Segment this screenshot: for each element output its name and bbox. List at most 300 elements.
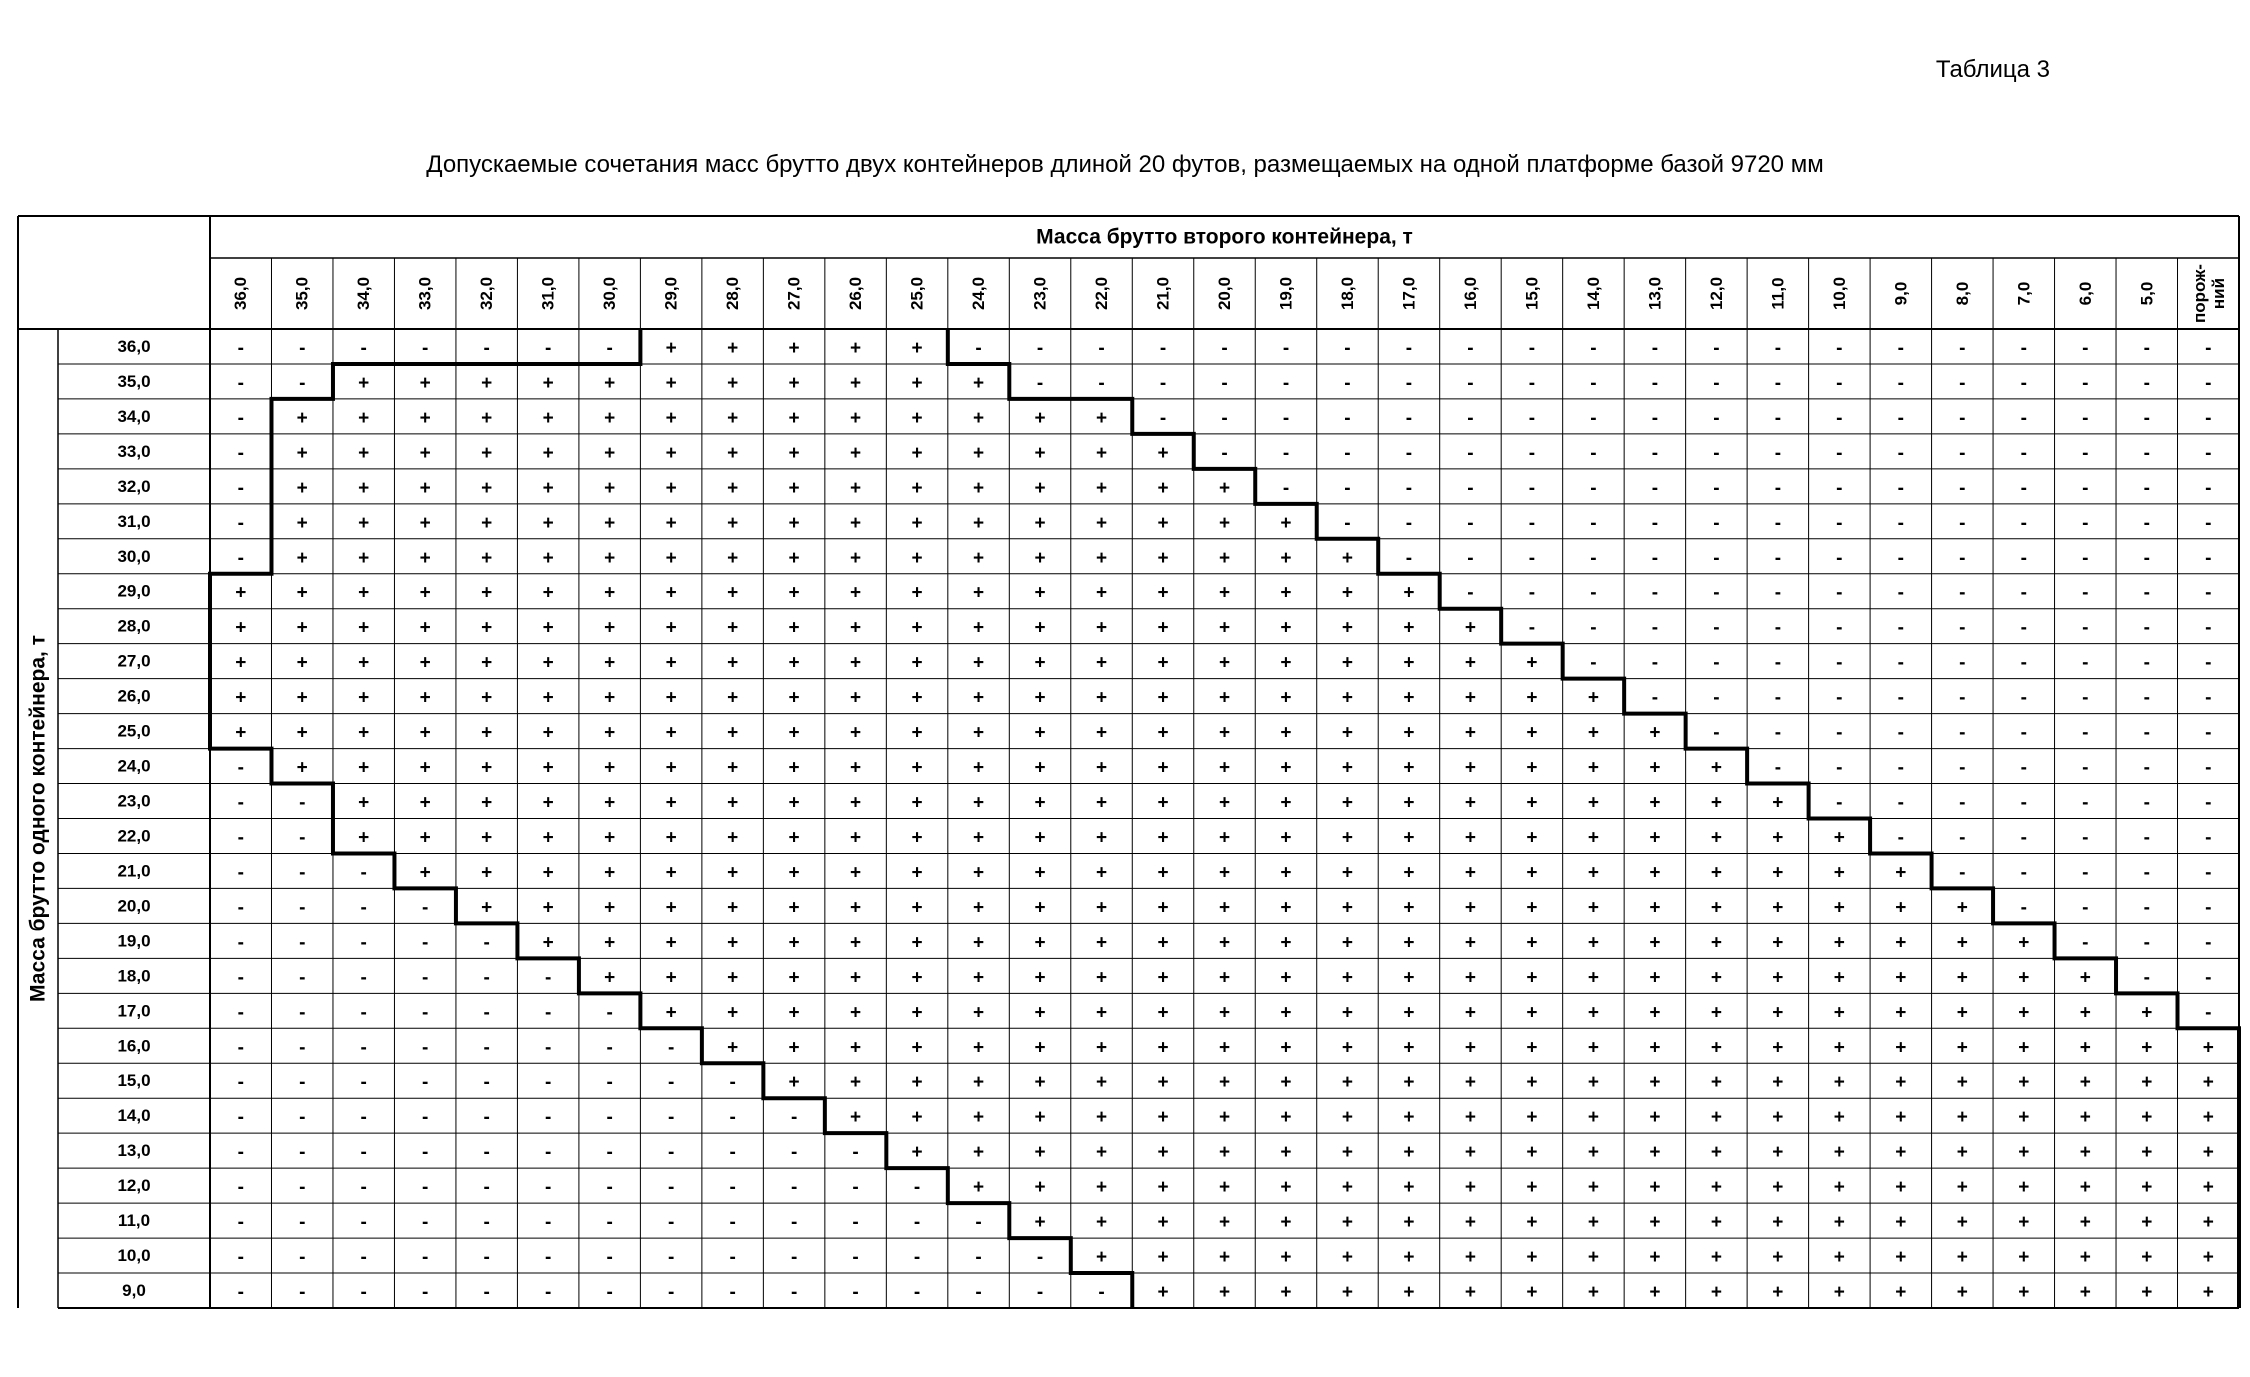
cell-allowed: + [481, 582, 493, 604]
cell-allowed: + [1772, 1107, 1784, 1129]
column-label: 20,0 [1215, 276, 1234, 311]
cell-forbidden: - [1528, 407, 1536, 429]
cell-allowed: + [911, 1107, 923, 1129]
cell-allowed: + [973, 862, 985, 884]
cell-allowed: + [1034, 477, 1046, 499]
cell-allowed: + [542, 792, 554, 814]
cell-allowed: + [973, 687, 985, 709]
cell-forbidden: - [667, 1037, 675, 1059]
column-label: 22,0 [1092, 276, 1112, 311]
cell-allowed: + [1710, 967, 1722, 989]
cell-allowed: + [1895, 967, 1907, 989]
cell-allowed: + [1403, 1282, 1415, 1304]
cell-forbidden: - [1959, 792, 1966, 814]
cell-forbidden: - [2020, 617, 2027, 639]
cell-forbidden: - [2205, 442, 2212, 464]
cell-forbidden: - [360, 1002, 367, 1024]
cell-forbidden: - [2082, 722, 2089, 744]
column-label: 15,0 [1522, 276, 1542, 311]
cell-allowed: + [1341, 1177, 1354, 1199]
cell-allowed: + [1218, 792, 1231, 814]
cell-allowed: + [1280, 827, 1292, 849]
cell-forbidden: - [2082, 407, 2089, 429]
cell-forbidden: - [1467, 547, 1474, 569]
cell-allowed: + [1464, 617, 1476, 639]
cell-forbidden: - [360, 1247, 367, 1269]
cell-allowed: + [1218, 1072, 1231, 1094]
column-label: 25,0 [907, 276, 927, 311]
cell-forbidden: - [2205, 477, 2212, 499]
cell-allowed: + [481, 372, 493, 394]
cell-allowed: + [1895, 1072, 1907, 1094]
cell-allowed: + [542, 757, 554, 779]
cell-allowed: + [973, 1072, 985, 1094]
cell-allowed: + [1526, 1142, 1538, 1164]
cell-forbidden: - [1713, 652, 1720, 674]
cell-allowed: + [1956, 1282, 1968, 1304]
cell-allowed: + [1526, 967, 1538, 989]
cell-allowed: + [1649, 1282, 1661, 1304]
cell-allowed: + [973, 1037, 985, 1059]
cell-allowed: + [1341, 1107, 1354, 1129]
column-label: 5,0 [2137, 281, 2157, 306]
cell-allowed: + [1526, 1177, 1538, 1199]
cell-allowed: + [542, 897, 554, 919]
row-label: 32,0 [117, 476, 151, 496]
cell-allowed: + [1280, 547, 1292, 569]
cell-forbidden: - [545, 1142, 552, 1164]
cell-allowed: + [850, 722, 862, 744]
cell-forbidden: - [1897, 722, 1904, 744]
row-label: 10,0 [117, 1246, 151, 1266]
column-label: 36,0 [231, 276, 251, 311]
cell-allowed: + [1649, 722, 1661, 744]
cell-allowed: + [727, 687, 739, 709]
cell-forbidden: - [545, 1002, 552, 1024]
cell-allowed: + [296, 512, 308, 534]
cell-allowed: + [1587, 1072, 1599, 1094]
cell-allowed: + [2141, 1072, 2153, 1094]
cell-forbidden: - [1467, 512, 1474, 534]
cell-allowed: + [1464, 1177, 1476, 1199]
cell-allowed: + [973, 932, 985, 954]
cell-allowed: + [1464, 1142, 1476, 1164]
row-label: 18,0 [117, 966, 151, 986]
cell-allowed: + [1772, 967, 1784, 989]
cell-allowed: + [1464, 862, 1476, 884]
cell-allowed: + [2079, 1072, 2091, 1094]
cell-allowed: + [665, 757, 677, 779]
cell-allowed: + [2018, 1282, 2030, 1304]
cell-allowed: + [1218, 687, 1231, 709]
cell-allowed: + [788, 687, 800, 709]
cell-forbidden: - [2205, 617, 2212, 639]
cell-allowed: + [1772, 827, 1784, 849]
cell-allowed: + [850, 652, 862, 674]
cell-allowed: + [1157, 722, 1169, 744]
cell-allowed: + [1341, 1247, 1354, 1269]
cell-allowed: + [665, 932, 677, 954]
cell-allowed: + [604, 967, 616, 989]
cell-forbidden: - [237, 1002, 244, 1024]
cell-allowed: + [1464, 722, 1476, 744]
cell-forbidden: - [360, 1177, 367, 1199]
cell-allowed: + [1034, 862, 1046, 884]
cell-allowed: + [1587, 1247, 1599, 1269]
cell-allowed: + [850, 1002, 862, 1024]
cell-forbidden: - [2143, 792, 2150, 814]
cell-allowed: + [850, 827, 862, 849]
cell-forbidden: - [729, 1177, 736, 1199]
cell-forbidden: - [1036, 337, 1044, 359]
cell-forbidden: - [1959, 652, 1966, 674]
cell-forbidden: - [1344, 477, 1351, 499]
cell-forbidden: - [667, 1247, 675, 1269]
cell-allowed: + [296, 547, 308, 569]
cell-allowed: + [665, 617, 677, 639]
cell-allowed: + [1034, 827, 1046, 849]
row-label: 21,0 [117, 861, 151, 881]
cell-allowed: + [1649, 1002, 1661, 1024]
cell-forbidden: - [483, 1282, 490, 1304]
cell-forbidden: - [1590, 442, 1597, 464]
cell-allowed: + [358, 407, 370, 429]
cell-forbidden: - [2020, 792, 2027, 814]
cell-forbidden: - [1651, 407, 1659, 429]
cell-forbidden: - [2082, 337, 2089, 359]
cell-allowed: + [1833, 1142, 1845, 1164]
cell-allowed: + [542, 932, 554, 954]
column-label: 28,0 [723, 276, 743, 311]
cell-forbidden: - [1774, 652, 1782, 674]
row-label: 29,0 [117, 581, 151, 601]
cell-allowed: + [542, 582, 554, 604]
cell-allowed: + [1218, 512, 1231, 534]
cell-allowed: + [1464, 897, 1476, 919]
cell-allowed: + [542, 372, 554, 394]
cell-allowed: + [1095, 792, 1108, 814]
cell-forbidden: - [2020, 337, 2027, 359]
cell-allowed: + [2018, 932, 2030, 954]
cell-allowed: + [911, 1037, 923, 1059]
cell-allowed: + [1833, 1282, 1845, 1304]
cell-forbidden: - [545, 1072, 552, 1094]
cell-allowed: + [1280, 1107, 1292, 1129]
cell-forbidden: - [2143, 477, 2150, 499]
cell-allowed: + [1157, 792, 1169, 814]
cell-allowed: + [1403, 1177, 1415, 1199]
cell-allowed: + [1403, 897, 1415, 919]
cell-allowed: + [1895, 1142, 1907, 1164]
cell-forbidden: - [237, 1142, 244, 1164]
cell-forbidden: - [1713, 477, 1720, 499]
cell-allowed: + [850, 442, 862, 464]
cell-forbidden: - [1467, 582, 1474, 604]
cell-allowed: + [1833, 1177, 1845, 1199]
cell-forbidden: - [422, 1282, 429, 1304]
cell-allowed: + [542, 652, 554, 674]
cell-forbidden: - [2082, 827, 2089, 849]
cell-forbidden: - [360, 1107, 367, 1129]
cell-allowed: + [419, 477, 431, 499]
cell-allowed: + [604, 687, 616, 709]
cell-forbidden: - [2082, 862, 2089, 884]
cell-forbidden: - [2082, 512, 2089, 534]
cell-allowed: + [481, 687, 493, 709]
cell-forbidden: - [1405, 442, 1413, 464]
cell-allowed: + [1157, 1072, 1169, 1094]
cell-allowed: + [358, 687, 370, 709]
cell-allowed: + [1218, 757, 1231, 779]
cell-allowed: + [1956, 967, 1968, 989]
column-label: ний [2208, 277, 2228, 310]
cell-forbidden: - [422, 1142, 429, 1164]
cell-forbidden: - [2020, 372, 2027, 394]
cell-allowed: + [850, 897, 862, 919]
cell-forbidden: - [1713, 617, 1720, 639]
cell-forbidden: - [606, 1002, 613, 1024]
row-label: 23,0 [117, 791, 151, 811]
cell-allowed: + [542, 512, 554, 534]
cell-forbidden: - [360, 337, 367, 359]
cell-allowed: + [1403, 827, 1415, 849]
cell-allowed: + [788, 477, 800, 499]
cell-forbidden: - [2143, 372, 2150, 394]
cell-forbidden: - [422, 1247, 429, 1269]
cell-forbidden: - [299, 372, 306, 394]
column-label: 29,0 [661, 276, 681, 311]
cell-allowed: + [1772, 1037, 1784, 1059]
cell-allowed: + [911, 757, 923, 779]
cell-allowed: + [665, 827, 677, 849]
cell-allowed: + [1464, 1037, 1476, 1059]
cell-allowed: + [1772, 792, 1784, 814]
cell-allowed: + [1464, 1072, 1476, 1094]
cell-allowed: + [1218, 477, 1231, 499]
cell-allowed: + [1895, 1002, 1907, 1024]
cell-forbidden: - [729, 1107, 736, 1129]
cell-allowed: + [911, 407, 923, 429]
cell-allowed: + [1464, 792, 1476, 814]
cell-allowed: + [604, 897, 616, 919]
cell-allowed: + [788, 582, 800, 604]
cell-forbidden: - [1836, 337, 1843, 359]
column-label: 33,0 [415, 276, 435, 311]
cell-allowed: + [1403, 582, 1415, 604]
cell-forbidden: - [1836, 792, 1843, 814]
cell-allowed: + [1587, 1002, 1599, 1024]
cell-forbidden: - [299, 1107, 306, 1129]
row-label: 17,0 [117, 1001, 151, 1021]
cell-allowed: + [1464, 1002, 1476, 1024]
cell-allowed: + [2018, 1107, 2030, 1129]
cell-allowed: + [1341, 897, 1354, 919]
cell-allowed: + [542, 862, 554, 884]
cell-allowed: + [1526, 897, 1538, 919]
cell-allowed: + [296, 582, 308, 604]
cell-forbidden: - [1528, 512, 1536, 534]
cell-allowed: + [1280, 512, 1292, 534]
cell-forbidden: - [1959, 687, 1966, 709]
cell-allowed: + [973, 967, 985, 989]
cell-forbidden: - [422, 1072, 429, 1094]
cell-forbidden: - [1897, 337, 1904, 359]
cell-allowed: + [973, 617, 985, 639]
cell-forbidden: - [237, 1247, 244, 1269]
column-label: 26,0 [846, 276, 866, 311]
row-label: 11,0 [117, 1211, 151, 1231]
cell-forbidden: - [1897, 442, 1904, 464]
cell-allowed: + [1280, 582, 1292, 604]
cell-allowed: + [665, 372, 677, 394]
cell-forbidden: - [2143, 582, 2150, 604]
cell-allowed: + [2141, 1282, 2153, 1304]
cell-forbidden: - [1713, 582, 1720, 604]
cell-forbidden: - [1959, 862, 1966, 884]
cell-allowed: + [911, 477, 923, 499]
cell-allowed: + [1218, 932, 1231, 954]
cell-allowed: + [2018, 967, 2030, 989]
cell-forbidden: - [2205, 722, 2212, 744]
cell-allowed: + [419, 827, 431, 849]
row-label: 12,0 [117, 1176, 151, 1196]
cell-allowed: + [788, 372, 800, 394]
cell-allowed: + [2018, 1002, 2030, 1024]
cell-forbidden: - [2143, 722, 2150, 744]
cell-forbidden: - [2143, 547, 2150, 569]
cell-allowed: + [2141, 1212, 2153, 1234]
cell-forbidden: - [913, 1282, 921, 1304]
cell-allowed: + [911, 1072, 923, 1094]
cell-forbidden: - [1590, 477, 1597, 499]
cell-allowed: + [2141, 1247, 2153, 1269]
cell-forbidden: - [1405, 407, 1413, 429]
row-label: 25,0 [117, 721, 151, 741]
cell-forbidden: - [2020, 442, 2027, 464]
cell-allowed: + [2141, 1107, 2153, 1129]
cell-allowed: + [911, 687, 923, 709]
cell-forbidden: - [2082, 547, 2089, 569]
cell-forbidden: - [422, 1177, 429, 1199]
cell-allowed: + [1157, 1282, 1169, 1304]
cell-forbidden: - [237, 1177, 244, 1199]
cell-forbidden: - [2205, 407, 2212, 429]
row-label: 9,0 [122, 1281, 146, 1301]
cell-forbidden: - [852, 1282, 859, 1304]
cell-allowed: + [1526, 932, 1538, 954]
column-label: 35,0 [292, 276, 312, 311]
cell-allowed: + [1403, 652, 1415, 674]
cell-forbidden: - [1897, 582, 1904, 604]
cell-allowed: + [235, 582, 247, 604]
cell-allowed: + [1341, 617, 1354, 639]
cell-forbidden: - [1036, 1247, 1044, 1269]
cell-allowed: + [850, 932, 862, 954]
cell-forbidden: - [1897, 372, 1904, 394]
cell-forbidden: - [1590, 407, 1597, 429]
cell-allowed: + [1956, 1177, 1968, 1199]
cell-forbidden: - [360, 967, 367, 989]
cell-forbidden: - [483, 967, 490, 989]
cell-allowed: + [1772, 862, 1784, 884]
cell-allowed: + [1218, 1177, 1231, 1199]
cell-allowed: + [1649, 1247, 1661, 1269]
cell-allowed: + [1710, 757, 1722, 779]
cell-allowed: + [1157, 1002, 1169, 1024]
cell-allowed: + [419, 547, 431, 569]
cell-allowed: + [911, 512, 923, 534]
cell-allowed: + [419, 407, 431, 429]
cell-forbidden: - [299, 862, 306, 884]
cell-allowed: + [727, 477, 739, 499]
column-label: 17,0 [1399, 276, 1419, 311]
cell-allowed: + [481, 792, 493, 814]
cell-allowed: + [788, 827, 800, 849]
cell-forbidden: - [422, 1107, 429, 1129]
cell-allowed: + [1649, 1037, 1661, 1059]
cell-allowed: + [604, 932, 616, 954]
cell-allowed: + [973, 1002, 985, 1024]
cell-allowed: + [1218, 1002, 1231, 1024]
cell-forbidden: - [1467, 337, 1474, 359]
cell-forbidden: - [1774, 337, 1782, 359]
cell-allowed: + [1280, 1037, 1292, 1059]
cell-forbidden: - [1774, 617, 1782, 639]
cell-allowed: + [358, 582, 370, 604]
cell-allowed: + [1095, 442, 1108, 464]
cell-forbidden: - [2082, 582, 2089, 604]
cell-forbidden: - [1836, 547, 1843, 569]
cell-allowed: + [1341, 757, 1354, 779]
cell-allowed: + [1710, 1142, 1722, 1164]
cell-forbidden: - [1774, 757, 1782, 779]
cell-allowed: + [727, 512, 739, 534]
cell-forbidden: - [483, 1037, 490, 1059]
cell-allowed: + [1587, 1212, 1599, 1234]
cell-forbidden: - [299, 1247, 306, 1269]
cell-allowed: + [1034, 792, 1046, 814]
cell-allowed: + [727, 827, 739, 849]
cell-allowed: + [296, 477, 308, 499]
cell-allowed: + [358, 757, 370, 779]
cell-forbidden: - [1774, 407, 1782, 429]
cell-forbidden: - [2082, 792, 2089, 814]
cell-allowed: + [1403, 1037, 1415, 1059]
cell-allowed: + [1095, 512, 1108, 534]
cell-allowed: + [1895, 862, 1907, 884]
cell-allowed: + [1218, 897, 1231, 919]
cell-allowed: + [1218, 1107, 1231, 1129]
cell-allowed: + [358, 617, 370, 639]
cell-allowed: + [1526, 1107, 1538, 1129]
cell-allowed: + [1895, 1212, 1907, 1234]
cell-allowed: + [481, 407, 493, 429]
cell-forbidden: - [790, 1177, 798, 1199]
cell-forbidden: - [1098, 337, 1105, 359]
cell-allowed: + [1587, 1282, 1599, 1304]
cell-allowed: + [1034, 1107, 1046, 1129]
cell-forbidden: - [729, 1072, 736, 1094]
cell-forbidden: - [2205, 827, 2212, 849]
cell-allowed: + [1710, 1037, 1722, 1059]
cell-allowed: + [2079, 1247, 2091, 1269]
cell-forbidden: - [299, 337, 306, 359]
cell-forbidden: - [237, 372, 244, 394]
cell-allowed: + [1710, 1002, 1722, 1024]
cell-forbidden: - [667, 1282, 675, 1304]
cell-allowed: + [2141, 1142, 2153, 1164]
cell-forbidden: - [1959, 757, 1966, 779]
